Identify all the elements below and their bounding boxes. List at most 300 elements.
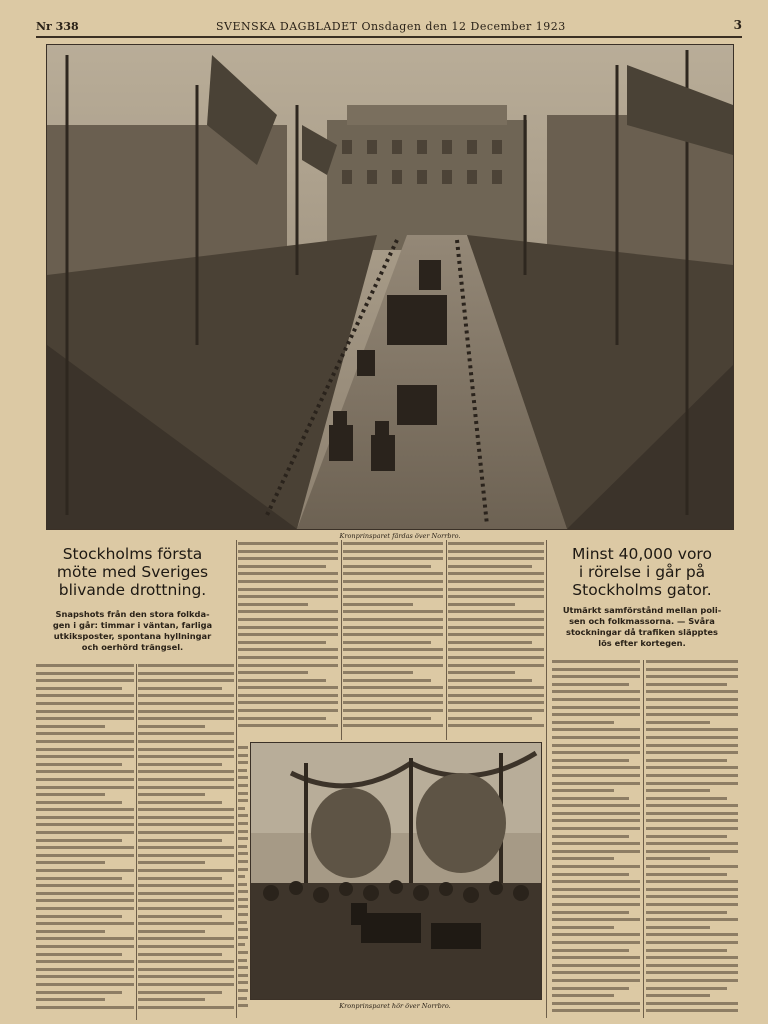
procession-photo-image: [47, 45, 733, 529]
text-line: [448, 610, 544, 613]
text-line: [448, 542, 544, 545]
text-line: [646, 675, 738, 678]
text-line: [343, 679, 431, 682]
right-deck-line-4: lös efter kortegen.: [598, 638, 686, 648]
text-line: [138, 960, 234, 963]
text-line: [646, 873, 727, 876]
issue-number: Nr 338: [36, 20, 79, 33]
text-line: [138, 801, 222, 804]
text-line: [238, 989, 248, 992]
text-line: [138, 968, 234, 971]
right-headline: [546, 545, 738, 599]
text-line: [36, 839, 122, 842]
text-line: [646, 668, 738, 671]
text-line: [238, 898, 248, 901]
text-line: [343, 572, 443, 575]
text-line: [36, 725, 105, 728]
text-line: [646, 835, 727, 838]
text-line: [238, 754, 248, 757]
text-line: [552, 706, 640, 709]
text-line: [646, 926, 710, 929]
text-line: [646, 880, 738, 883]
text-line: [343, 626, 443, 629]
text-line: [36, 861, 105, 864]
text-line: [552, 759, 629, 762]
text-line: [448, 588, 544, 591]
text-line: [552, 1002, 640, 1005]
text-line: [238, 580, 338, 583]
text-line: [448, 572, 544, 575]
text-line: [238, 784, 248, 787]
text-line: [646, 782, 738, 785]
text-line: [36, 846, 134, 849]
text-line: [238, 610, 338, 613]
text-line: [646, 857, 710, 860]
text-line: [552, 668, 640, 671]
text-line: [36, 748, 134, 751]
text-line: [343, 701, 443, 704]
text-line: [238, 837, 248, 840]
text-line: [36, 907, 134, 910]
text-line: [238, 875, 245, 878]
text-line: [138, 823, 234, 826]
text-line: [646, 1009, 738, 1012]
text-line: [138, 983, 234, 986]
text-line: [552, 660, 640, 663]
text-line: [448, 679, 532, 682]
body-column-5: [448, 542, 544, 738]
text-line: [138, 732, 234, 735]
text-line: [646, 690, 738, 693]
text-line: [138, 892, 234, 895]
text-line: [238, 694, 338, 697]
text-line: [448, 694, 544, 697]
text-line: [552, 766, 640, 769]
text-line: [138, 808, 234, 811]
text-line: [238, 868, 248, 871]
column-rule-1: [136, 664, 137, 1020]
text-line: [646, 949, 727, 952]
text-line: [138, 884, 234, 887]
text-line: [448, 717, 532, 720]
text-line: [238, 890, 248, 893]
text-line: [552, 744, 640, 747]
text-line: [36, 679, 134, 682]
text-line: [646, 903, 738, 906]
text-line: [238, 807, 245, 810]
text-line: [138, 725, 205, 728]
right-deck-line-1: Utmärkt samförstånd mellan poli-: [562, 605, 722, 615]
text-line: [646, 964, 738, 967]
text-line: [36, 930, 105, 933]
crowd-photo-image: [251, 743, 541, 999]
text-line: [238, 641, 326, 644]
text-line: [138, 816, 234, 819]
text-line: [36, 877, 122, 880]
body-column-1: [36, 664, 134, 1020]
left-deck-line-3: utkiksposter, spontana hyllningar: [53, 631, 212, 641]
text-line: [646, 736, 738, 739]
page-number: 3: [733, 18, 742, 32]
text-line: [138, 793, 205, 796]
text-line: [36, 945, 134, 948]
text-line: [36, 687, 122, 690]
text-line: [238, 557, 338, 560]
text-line: [36, 854, 134, 857]
text-line: [138, 869, 234, 872]
text-line: [552, 956, 640, 959]
text-line: [552, 979, 640, 982]
text-line: [646, 698, 738, 701]
text-line: [646, 895, 738, 898]
text-line: [238, 860, 248, 863]
text-line: [138, 679, 234, 682]
text-line: [646, 812, 738, 815]
text-line: [138, 694, 234, 697]
text-line: [138, 748, 234, 751]
text-line: [238, 921, 247, 924]
text-line: [238, 928, 248, 931]
text-line: [238, 542, 338, 545]
text-line: [448, 686, 544, 689]
text-line: [138, 945, 234, 948]
text-line: [138, 854, 234, 857]
text-line: [238, 679, 326, 682]
text-line: [138, 922, 234, 925]
text-line: [138, 899, 234, 902]
body-column-6: [238, 746, 248, 1016]
text-line: [552, 812, 640, 815]
text-line: [138, 717, 234, 720]
text-line: [36, 937, 134, 940]
text-line: [343, 671, 413, 674]
text-line: [36, 763, 122, 766]
text-line: [646, 1002, 738, 1005]
text-line: [36, 823, 134, 826]
text-line: [238, 776, 248, 779]
text-line: [138, 770, 234, 773]
text-line: [646, 994, 710, 997]
text-line: [552, 888, 640, 891]
text-line: [646, 759, 727, 762]
text-line: [552, 842, 640, 845]
text-line: [343, 717, 431, 720]
text-line: [238, 656, 338, 659]
text-line: [646, 933, 738, 936]
left-deck: [30, 609, 235, 653]
body-column-7: [552, 660, 640, 1018]
text-line: [36, 816, 134, 819]
text-line: [343, 709, 443, 712]
text-line: [552, 698, 640, 701]
text-line: [552, 903, 640, 906]
text-line: [36, 755, 134, 758]
text-line: [552, 774, 640, 777]
right-headline-line-3: Stockholms gator.: [572, 581, 712, 599]
text-line: [552, 941, 640, 944]
text-line: [36, 710, 134, 713]
text-line: [138, 778, 234, 781]
text-line: [138, 907, 234, 910]
text-line: [36, 899, 134, 902]
text-line: [238, 717, 326, 720]
text-line: [646, 728, 738, 731]
text-line: [552, 789, 614, 792]
text-line: [238, 792, 248, 795]
text-line: [343, 580, 443, 583]
text-line: [343, 557, 443, 560]
text-line: [238, 845, 247, 848]
text-line: [238, 830, 248, 833]
text-line: [238, 905, 248, 908]
left-headline-line-2: möte med Sveriges: [56, 563, 209, 581]
text-line: [36, 808, 134, 811]
text-line: [552, 994, 614, 997]
text-line: [646, 660, 738, 663]
text-line: [552, 933, 640, 936]
text-line: [138, 786, 234, 789]
text-line: [238, 997, 247, 1000]
text-line: [238, 565, 326, 568]
text-line: [238, 701, 338, 704]
text-line: [238, 724, 338, 727]
text-line: [552, 675, 640, 678]
text-line: [238, 761, 248, 764]
text-line: [552, 728, 640, 731]
text-line: [238, 822, 248, 825]
text-line: [646, 911, 727, 914]
text-line: [238, 936, 248, 939]
text-line: [646, 744, 738, 747]
text-line: [238, 618, 338, 621]
text-line: [138, 831, 234, 834]
text-line: [646, 979, 738, 982]
text-line: [238, 648, 338, 651]
text-line: [238, 626, 338, 629]
text-line: [238, 746, 248, 749]
text-line: [238, 769, 247, 772]
right-deck-line-2: sen och folkmassorna. — Svåra: [569, 616, 715, 626]
text-line: [552, 713, 640, 716]
text-line: [448, 626, 544, 629]
text-line: [138, 710, 234, 713]
text-line: [646, 918, 738, 921]
text-line: [138, 763, 222, 766]
text-line: [343, 565, 431, 568]
text-line: [552, 683, 629, 686]
text-line: [238, 671, 308, 674]
text-line: [552, 911, 629, 914]
text-line: [646, 683, 727, 686]
text-line: [36, 786, 134, 789]
right-deck: [552, 605, 732, 649]
text-line: [343, 664, 443, 667]
bottom-photo: [250, 742, 542, 1000]
text-line: [552, 949, 629, 952]
text-line: [138, 998, 205, 1001]
text-line: [36, 778, 134, 781]
text-line: [448, 648, 544, 651]
text-line: [646, 956, 738, 959]
text-line: [646, 721, 710, 724]
text-line: [138, 740, 234, 743]
text-line: [552, 865, 640, 868]
text-line: [238, 959, 247, 962]
text-line: [646, 971, 738, 974]
text-line: [138, 877, 222, 880]
text-line: [138, 991, 222, 994]
text-line: [138, 861, 205, 864]
text-line: [448, 671, 515, 674]
text-line: [448, 641, 532, 644]
text-line: [343, 694, 443, 697]
text-line: [343, 603, 413, 606]
text-line: [138, 839, 222, 842]
text-line: [138, 953, 222, 956]
text-line: [238, 913, 248, 916]
text-line: [238, 709, 338, 712]
left-deck-line-1: Snapshots från den stora folkda-: [55, 609, 210, 619]
text-line: [343, 542, 443, 545]
text-line: [138, 672, 234, 675]
text-line: [138, 937, 234, 940]
text-line: [36, 968, 134, 971]
text-line: [36, 1006, 134, 1009]
text-line: [646, 789, 710, 792]
text-line: [552, 964, 640, 967]
text-line: [552, 797, 629, 800]
text-line: [646, 797, 727, 800]
text-line: [36, 740, 134, 743]
bottom-photo-caption: Kronprinsparet hör över Norrbro.: [339, 1002, 451, 1010]
text-line: [552, 926, 614, 929]
text-line: [238, 664, 338, 667]
text-line: [36, 983, 134, 986]
column-rule-2: [236, 540, 237, 1018]
text-line: [552, 751, 640, 754]
column-rule-6: [643, 660, 644, 1018]
body-column-4: [343, 542, 443, 738]
text-line: [138, 930, 205, 933]
text-line: [552, 918, 640, 921]
text-line: [552, 971, 640, 974]
text-line: [552, 850, 640, 853]
text-line: [36, 793, 105, 796]
text-line: [448, 550, 544, 553]
text-line: [343, 686, 443, 689]
text-line: [238, 1004, 248, 1007]
right-headline-line-2: i rörelse i går på: [578, 563, 706, 581]
text-line: [448, 557, 544, 560]
text-line: [343, 633, 443, 636]
text-line: [238, 799, 248, 802]
text-line: [448, 656, 544, 659]
text-line: [138, 846, 234, 849]
text-line: [552, 835, 629, 838]
text-line: [646, 850, 738, 853]
column-rule-3: [341, 540, 342, 740]
text-line: [552, 721, 614, 724]
text-line: [448, 603, 515, 606]
text-line: [646, 804, 738, 807]
left-deck-line-2: gen i går: timmar i väntan, farliga: [52, 620, 213, 630]
text-line: [36, 717, 134, 720]
right-deck-line-3: stockningar då trafiken släpptes: [566, 627, 718, 637]
text-line: [238, 686, 338, 689]
text-line: [552, 690, 640, 693]
text-line: [36, 953, 122, 956]
text-line: [138, 975, 234, 978]
text-line: [138, 664, 234, 667]
text-line: [448, 701, 544, 704]
text-line: [36, 915, 122, 918]
text-line: [36, 732, 134, 735]
right-headline-line-1: Minst 40,000 voro: [572, 545, 712, 563]
text-line: [343, 656, 443, 659]
text-line: [448, 709, 544, 712]
body-column-2: [138, 664, 234, 1020]
text-line: [646, 774, 738, 777]
text-line: [552, 736, 640, 739]
text-line: [646, 751, 738, 754]
text-line: [552, 873, 629, 876]
text-line: [552, 857, 614, 860]
text-line: [552, 987, 629, 990]
text-line: [343, 724, 443, 727]
text-line: [646, 842, 738, 845]
text-line: [552, 895, 640, 898]
left-deck-line-4: och oerhörd trängsel.: [81, 642, 184, 652]
text-line: [36, 960, 134, 963]
text-line: [343, 641, 431, 644]
left-headline-line-3: blivande drottning.: [58, 581, 207, 599]
text-line: [238, 814, 248, 817]
top-photo-caption: Kronprinsparet färdas över Norrbro.: [339, 532, 461, 540]
text-line: [448, 633, 544, 636]
text-line: [646, 941, 738, 944]
text-line: [343, 550, 443, 553]
text-line: [646, 706, 738, 709]
text-line: [552, 782, 640, 785]
left-headline-line-1: Stockholms första: [62, 545, 203, 563]
text-line: [238, 951, 248, 954]
text-line: [238, 633, 338, 636]
text-line: [36, 991, 122, 994]
text-line: [343, 618, 443, 621]
left-headline: [30, 545, 235, 599]
text-line: [36, 694, 134, 697]
text-line: [646, 766, 738, 769]
text-line: [646, 819, 738, 822]
masthead-title: SVENSKA DAGBLADET Onsdagen den 12 December 1923: [216, 20, 566, 33]
text-line: [36, 869, 134, 872]
text-line: [36, 884, 134, 887]
text-line: [36, 702, 134, 705]
text-line: [36, 922, 134, 925]
text-line: [448, 595, 544, 598]
text-line: [448, 580, 544, 583]
text-line: [343, 610, 443, 613]
text-line: [646, 865, 738, 868]
text-line: [36, 892, 134, 895]
text-line: [646, 888, 738, 891]
text-line: [138, 687, 222, 690]
text-line: [138, 1006, 234, 1009]
text-line: [138, 755, 234, 758]
masthead-rule: [36, 36, 742, 38]
text-line: [238, 943, 245, 946]
text-line: [238, 550, 338, 553]
